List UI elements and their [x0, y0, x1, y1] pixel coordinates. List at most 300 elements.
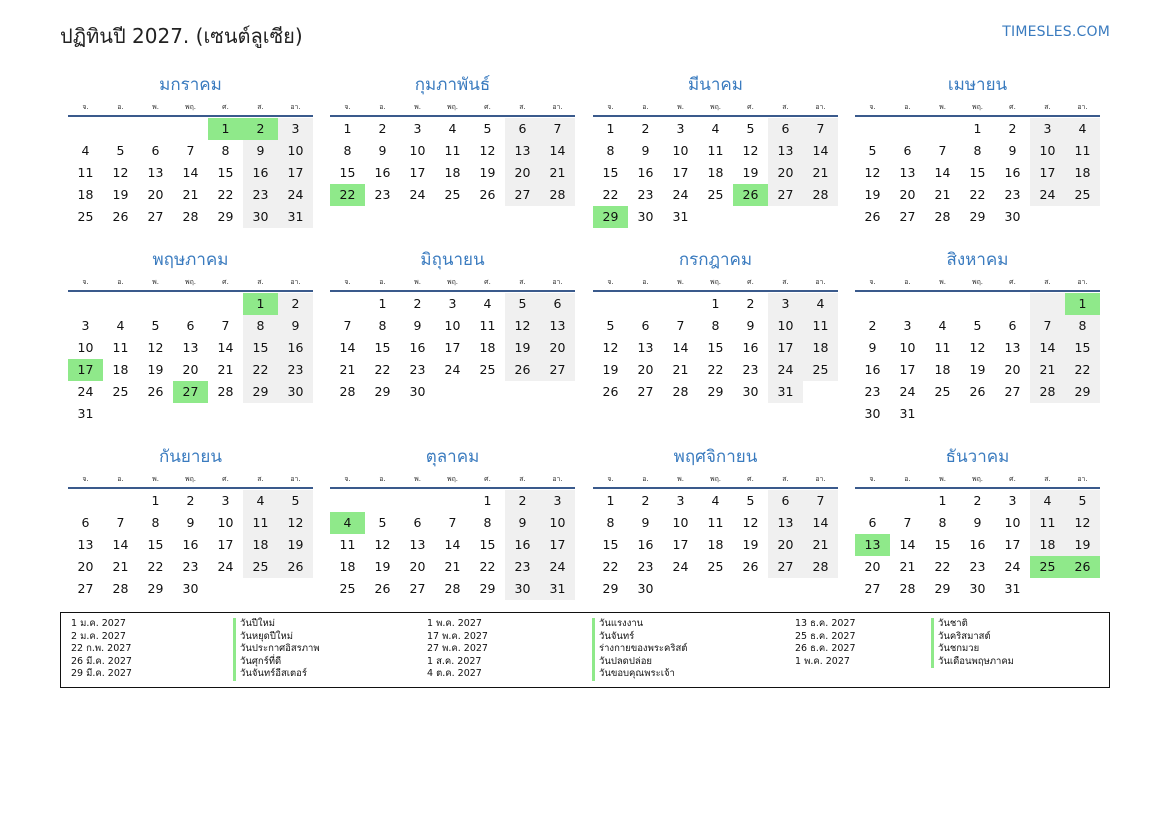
holiday-entry: วันประกาศอิสรภาพ [240, 643, 320, 654]
day-cell: 10 [540, 512, 575, 534]
month-name: พฤษภาคม [152, 250, 229, 270]
day-cell: 21 [803, 162, 838, 184]
weekday-label: จ. [82, 278, 89, 286]
day-cell: 23 [182, 559, 199, 574]
empty-day-cell [103, 403, 138, 425]
day-cell: 13 [182, 340, 199, 355]
weekday-label: อ. [904, 103, 911, 111]
weekday-label: อา. [815, 103, 826, 111]
day-cell: 29 [934, 581, 951, 596]
day-cell: 27 [1004, 384, 1021, 399]
day-cell: 24 [409, 187, 426, 202]
holiday-entry: 1 ส.ค. 2027 [427, 655, 482, 667]
empty-day-cell [855, 490, 890, 512]
day-cell: 28 [217, 384, 234, 399]
holiday-names-col-2 [592, 618, 687, 681]
empty-day-cell [628, 293, 663, 315]
day-cell: 27 [505, 184, 540, 206]
empty-day-cell [208, 293, 243, 315]
weekday-label: อา. [290, 475, 301, 483]
day-cell: 26 [1065, 556, 1100, 578]
weekday-label: พ. [152, 278, 159, 286]
day-cell: 3 [676, 121, 685, 136]
day-cell: 18 [339, 559, 356, 574]
day-cell: 20 [899, 187, 916, 202]
weekday-label: พฤ. [971, 475, 984, 483]
empty-day-cell [960, 403, 995, 425]
empty-day-cell [593, 293, 628, 315]
day-cell: 30 [243, 206, 278, 228]
day-cell: 15 [479, 537, 496, 552]
day-cell: 17 [409, 165, 426, 180]
day-cell: 10 [672, 143, 689, 158]
day-cell: 20 [77, 559, 94, 574]
holiday-entry: 27 พ.ค. 2027 [427, 643, 488, 654]
day-cell: 14 [1030, 337, 1065, 359]
day-cell: 2 [505, 490, 540, 512]
day-cell: 27 [637, 384, 654, 399]
day-cell: 21 [1030, 359, 1065, 381]
day-cell: 21 [112, 559, 129, 574]
holiday-entry: วันจันทร์ [599, 630, 635, 642]
day-cell: 6 [540, 293, 575, 315]
day-cell: 30 [182, 581, 199, 596]
weekday-header [855, 472, 1100, 489]
day-cell: 25 [339, 581, 356, 596]
day-cell: 5 [868, 143, 877, 158]
day-cell: 2 [641, 121, 650, 136]
day-cell: 17 [68, 359, 103, 381]
day-cell: 10 [899, 340, 916, 355]
day-cell: 8 [483, 515, 492, 530]
day-cell: 23 [1004, 187, 1021, 202]
holiday-entry: 13 ธ.ค. 2027 [795, 618, 856, 629]
weekday-label: อา. [815, 278, 826, 286]
day-cell: 26 [278, 556, 313, 578]
holiday-entry: 2 ม.ค. 2027 [71, 630, 126, 642]
day-cell: 19 [505, 337, 540, 359]
weekday-label: ส. [519, 103, 526, 111]
empty-day-cell [330, 293, 365, 315]
day-cell: 25 [444, 187, 461, 202]
day-cell: 20 [182, 362, 199, 377]
day-cell: 17 [444, 340, 461, 355]
day-cell: 14 [803, 512, 838, 534]
day-cell: 30 [742, 384, 759, 399]
month-calendar [68, 442, 313, 600]
day-cell: 1 [973, 121, 982, 136]
month-name: กันยายน [158, 447, 222, 467]
day-cell: 22 [330, 184, 365, 206]
day-cell: 12 [742, 143, 759, 158]
weekday-label: ส. [1044, 475, 1051, 483]
empty-day-cell [208, 578, 243, 600]
day-cell: 7 [938, 143, 947, 158]
day-cell: 28 [803, 184, 838, 206]
day-grid [855, 292, 1100, 425]
empty-day-cell [540, 381, 575, 403]
day-cell: 5 [505, 293, 540, 315]
day-cell: 21 [339, 362, 356, 377]
holiday-entry: 26 มี.ค. 2027 [71, 655, 132, 667]
day-cell: 27 [409, 581, 426, 596]
empty-day-cell [1065, 403, 1100, 425]
day-cell: 17 [768, 337, 803, 359]
day-cell: 6 [641, 318, 650, 333]
holiday-entry: 1 พ.ค. 2027 [427, 618, 482, 629]
empty-day-cell [68, 293, 103, 315]
day-cell: 29 [1065, 381, 1100, 403]
day-cell: 18 [1065, 162, 1100, 184]
empty-day-cell [103, 118, 138, 140]
day-cell: 30 [969, 581, 986, 596]
weekday-label: อา. [815, 475, 826, 483]
weekday-label: จ. [869, 103, 876, 111]
month-calendar [855, 70, 1100, 228]
day-cell: 7 [903, 515, 912, 530]
day-cell: 16 [243, 162, 278, 184]
day-cell: 6 [151, 143, 160, 158]
weekday-label: ส. [519, 278, 526, 286]
day-cell: 20 [505, 162, 540, 184]
day-cell: 7 [540, 118, 575, 140]
day-cell: 3 [768, 293, 803, 315]
day-cell: 25 [803, 359, 838, 381]
day-cell: 18 [243, 534, 278, 556]
month-name: ธันวาคม [945, 447, 1010, 467]
day-cell: 18 [803, 337, 838, 359]
site-link[interactable]: TIMESLES.COM [1002, 24, 1110, 40]
weekday-label: ศ. [222, 103, 229, 111]
weekday-label: พ. [677, 278, 684, 286]
month-name: มีนาคม [688, 75, 743, 95]
weekday-label: พฤ. [446, 475, 459, 483]
day-cell: 7 [343, 318, 352, 333]
day-cell: 12 [479, 143, 496, 158]
weekday-label: ศ. [484, 278, 491, 286]
day-cell: 8 [606, 143, 615, 158]
weekday-label: ส. [257, 475, 264, 483]
day-cell: 8 [378, 318, 387, 333]
day-cell: 16 [864, 362, 881, 377]
day-cell: 22 [602, 559, 619, 574]
day-cell: 16 [278, 337, 313, 359]
day-cell: 30 [1004, 209, 1021, 224]
day-cell: 19 [374, 559, 391, 574]
day-cell: 8 [1065, 315, 1100, 337]
day-cell: 10 [1030, 140, 1065, 162]
day-cell: 11 [339, 537, 356, 552]
weekday-label: อ. [117, 103, 124, 111]
day-cell: 25 [112, 384, 129, 399]
weekday-label: ส. [257, 278, 264, 286]
day-cell: 19 [147, 362, 164, 377]
weekday-label: ศ. [1009, 103, 1016, 111]
day-cell: 23 [409, 362, 426, 377]
weekday-label: อา. [552, 103, 563, 111]
day-grid [68, 292, 313, 425]
day-cell: 12 [602, 340, 619, 355]
day-cell: 4 [1065, 118, 1100, 140]
day-cell: 31 [77, 406, 94, 421]
empty-day-cell [173, 403, 208, 425]
weekday-label: ศ. [222, 475, 229, 483]
day-grid [330, 292, 575, 403]
day-cell: 26 [112, 209, 129, 224]
month-name: ตุลาคม [425, 447, 480, 467]
day-cell: 8 [711, 318, 720, 333]
day-cell: 1 [711, 296, 720, 311]
weekday-header [593, 100, 838, 117]
weekday-label: ศ. [222, 278, 229, 286]
day-grid [855, 117, 1100, 228]
day-cell: 22 [243, 359, 278, 381]
day-cell: 16 [742, 340, 759, 355]
day-cell: 12 [505, 315, 540, 337]
day-cell: 7 [1030, 315, 1065, 337]
holiday-entry: 22 ก.พ. 2027 [71, 643, 132, 654]
day-grid [593, 489, 838, 600]
day-cell: 13 [540, 315, 575, 337]
holiday-entry: วันขอบคุณพระเจ้า [599, 668, 675, 679]
day-cell: 28 [672, 384, 689, 399]
day-cell: 19 [969, 362, 986, 377]
holiday-entry: 29 มี.ค. 2027 [71, 668, 132, 679]
holiday-entry: วันจันทร์อีสเตอร์ [240, 668, 307, 679]
day-cell: 26 [602, 384, 619, 399]
holiday-names-col-3 [931, 618, 1014, 668]
day-cell: 27 [768, 556, 803, 578]
empty-day-cell [138, 293, 173, 315]
day-cell: 23 [374, 187, 391, 202]
day-cell: 4 [116, 318, 125, 333]
weekday-header [330, 472, 575, 489]
day-cell: 18 [77, 187, 94, 202]
holiday-entry: วันหยุดปีใหม่ [240, 630, 294, 642]
day-cell: 24 [278, 184, 313, 206]
weekday-label: พ. [414, 103, 421, 111]
empty-day-cell [663, 578, 698, 600]
day-cell: 4 [330, 512, 365, 534]
day-cell: 13 [855, 534, 890, 556]
empty-day-cell [1030, 403, 1065, 425]
empty-day-cell [995, 293, 1030, 315]
day-cell: 20 [637, 362, 654, 377]
day-cell: 23 [637, 187, 654, 202]
weekday-label: พฤ. [184, 278, 197, 286]
empty-day-cell [435, 381, 470, 403]
day-cell: 27 [864, 581, 881, 596]
day-cell: 27 [147, 209, 164, 224]
day-cell: 28 [182, 209, 199, 224]
day-cell: 12 [112, 165, 129, 180]
weekday-label: จ. [607, 103, 614, 111]
month-calendar [330, 245, 575, 403]
day-cell: 1 [343, 121, 352, 136]
day-cell: 4 [81, 143, 90, 158]
weekday-label: จ. [869, 278, 876, 286]
weekday-label: ส. [1044, 278, 1051, 286]
day-cell: 18 [934, 362, 951, 377]
day-cell: 7 [676, 318, 685, 333]
day-grid [593, 292, 838, 403]
day-cell: 8 [221, 143, 230, 158]
day-cell: 26 [505, 359, 540, 381]
day-cell: 18 [444, 165, 461, 180]
day-cell: 28 [444, 581, 461, 596]
weekday-label: อ. [642, 103, 649, 111]
weekday-label: จ. [607, 278, 614, 286]
holiday-entry: วันชกมวย [938, 643, 980, 654]
holiday-list [60, 612, 1110, 688]
empty-day-cell [330, 490, 365, 512]
day-cell: 8 [343, 143, 352, 158]
day-cell: 20 [147, 187, 164, 202]
day-cell: 12 [147, 340, 164, 355]
day-cell: 22 [374, 362, 391, 377]
weekday-label: ส. [519, 475, 526, 483]
weekday-header [330, 275, 575, 292]
empty-day-cell [243, 403, 278, 425]
weekday-label: พฤ. [446, 103, 459, 111]
day-cell: 15 [217, 165, 234, 180]
empty-day-cell [278, 578, 313, 600]
weekday-label: อา. [290, 278, 301, 286]
day-cell: 18 [112, 362, 129, 377]
empty-day-cell [138, 118, 173, 140]
empty-day-cell [365, 490, 400, 512]
day-cell: 24 [217, 559, 234, 574]
empty-day-cell [173, 293, 208, 315]
empty-day-cell [890, 293, 925, 315]
day-cell: 14 [899, 537, 916, 552]
day-cell: 5 [278, 490, 313, 512]
empty-day-cell [173, 118, 208, 140]
day-cell: 24 [768, 359, 803, 381]
day-cell: 16 [1004, 165, 1021, 180]
day-cell: 11 [243, 512, 278, 534]
weekday-label: พ. [152, 103, 159, 111]
weekday-label: ศ. [747, 278, 754, 286]
day-cell: 24 [899, 384, 916, 399]
day-cell: 15 [147, 537, 164, 552]
day-cell: 26 [742, 559, 759, 574]
day-cell: 9 [243, 140, 278, 162]
day-cell: 18 [707, 537, 724, 552]
weekday-label: พฤ. [184, 103, 197, 111]
weekday-label: ศ. [1009, 278, 1016, 286]
day-cell: 13 [637, 340, 654, 355]
day-cell: 23 [505, 556, 540, 578]
day-cell: 15 [707, 340, 724, 355]
day-cell: 30 [409, 384, 426, 399]
month-calendar [593, 70, 838, 228]
day-cell: 4 [711, 121, 720, 136]
empty-day-cell [68, 490, 103, 512]
day-cell: 30 [278, 381, 313, 403]
day-cell: 19 [479, 165, 496, 180]
day-cell: 11 [803, 315, 838, 337]
weekday-label: จ. [82, 475, 89, 483]
weekday-label: อ. [379, 278, 386, 286]
weekday-label: พฤ. [709, 278, 722, 286]
month-name: มิถุนายน [420, 250, 485, 270]
empty-day-cell [1030, 206, 1065, 228]
day-cell: 21 [672, 362, 689, 377]
day-cell: 26 [733, 184, 768, 206]
day-cell: 17 [672, 165, 689, 180]
day-cell: 15 [243, 337, 278, 359]
day-cell: 12 [969, 340, 986, 355]
weekday-label: พ. [414, 278, 421, 286]
day-cell: 16 [637, 537, 654, 552]
day-cell: 9 [505, 512, 540, 534]
day-cell: 5 [606, 318, 615, 333]
weekday-label: พฤ. [184, 475, 197, 483]
weekday-label: อ. [117, 278, 124, 286]
weekday-label: ศ. [747, 475, 754, 483]
weekday-label: จ. [607, 475, 614, 483]
day-cell: 17 [540, 534, 575, 556]
day-cell: 5 [151, 318, 160, 333]
weekday-label: ส. [1044, 103, 1051, 111]
empty-day-cell [925, 403, 960, 425]
weekday-label: พ. [939, 278, 946, 286]
day-cell: 20 [768, 162, 803, 184]
day-cell: 6 [768, 490, 803, 512]
day-cell: 5 [1065, 490, 1100, 512]
day-cell: 29 [593, 206, 628, 228]
weekday-label: จ. [82, 103, 89, 111]
weekday-label: จ. [344, 475, 351, 483]
day-cell: 21 [540, 162, 575, 184]
day-cell: 4 [803, 293, 838, 315]
day-cell: 29 [243, 381, 278, 403]
day-cell: 12 [278, 512, 313, 534]
day-cell: 8 [151, 515, 160, 530]
day-cell: 5 [973, 318, 982, 333]
day-cell: 9 [378, 143, 387, 158]
day-cell: 3 [413, 121, 422, 136]
day-cell: 4 [1030, 490, 1065, 512]
day-cell: 16 [969, 537, 986, 552]
weekday-label: พ. [677, 103, 684, 111]
empty-day-cell [925, 118, 960, 140]
day-cell: 26 [864, 209, 881, 224]
weekday-label: อา. [552, 278, 563, 286]
day-cell: 25 [1030, 556, 1065, 578]
weekday-label: ศ. [484, 103, 491, 111]
day-cell: 23 [864, 384, 881, 399]
empty-day-cell [855, 118, 890, 140]
day-cell: 20 [1004, 362, 1021, 377]
day-cell: 3 [221, 493, 230, 508]
day-cell: 10 [278, 140, 313, 162]
day-cell: 3 [1030, 118, 1065, 140]
weekday-header [593, 275, 838, 292]
day-cell: 10 [672, 515, 689, 530]
empty-day-cell [995, 403, 1030, 425]
empty-day-cell [733, 578, 768, 600]
day-cell: 16 [637, 165, 654, 180]
weekday-label: อ. [379, 475, 386, 483]
day-cell: 13 [147, 165, 164, 180]
day-cell: 22 [147, 559, 164, 574]
day-cell: 3 [81, 318, 90, 333]
day-cell: 7 [803, 118, 838, 140]
empty-day-cell [803, 206, 838, 228]
day-cell: 17 [899, 362, 916, 377]
